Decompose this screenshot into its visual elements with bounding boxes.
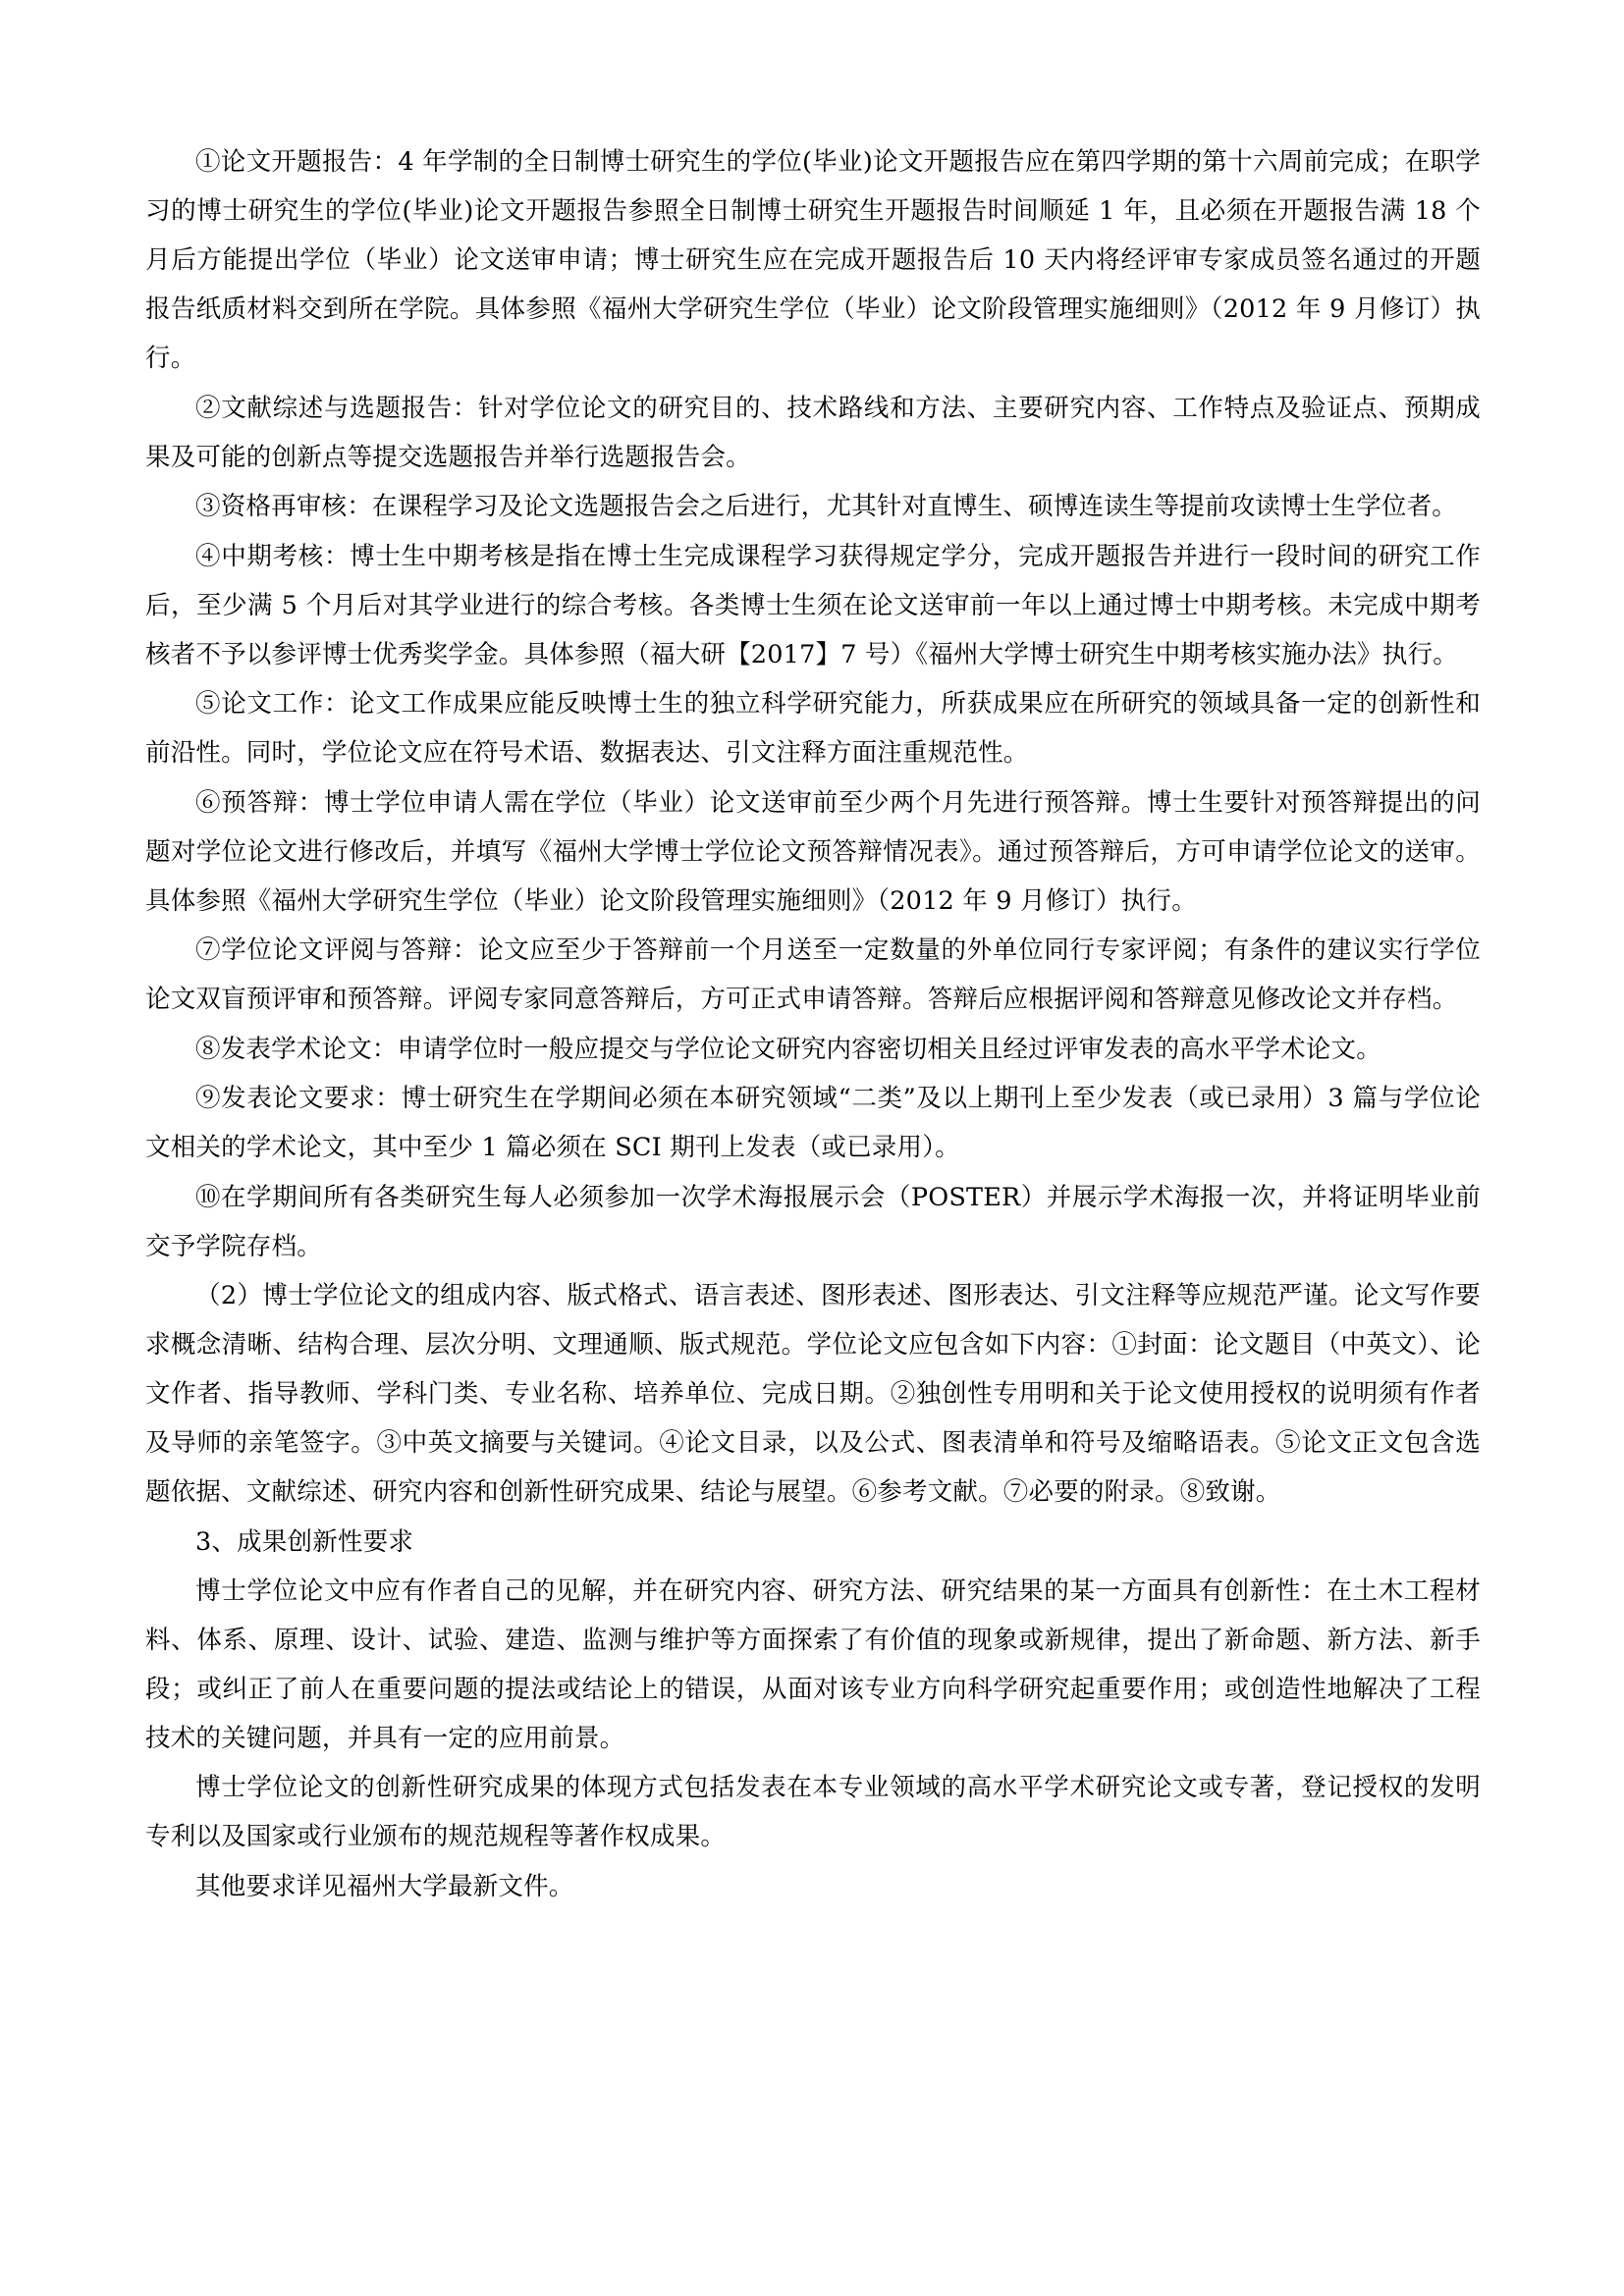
paragraph-innovation-2: 博士学位论文的创新性研究成果的体现方式包括发表在本专业领域的高水平学术研究论文或专著，登记授权的发明专利以及国家或行业颁布的规范规程等著作权成果。 xyxy=(145,1773,1481,1851)
paragraph-item-7-review-and-defense: ⑦学位论文评阅与答辩：论文应至少于答辩前一个月送至一定数量的外单位同行专家评阅；有条件的建议实行学位论文双盲预评审和预答辩。评阅专家同意答辩后，方可正式申请答辩。答辩后应根据评阅和答辩意见修改论文并存档。 xyxy=(145,935,1481,1014)
paragraph-item-6-pre-defense: ⑥预答辩：博士学位申请人需在学位（毕业）论文送审前至少两个月先进行预答辩。博士生要针对预答辩提出的问题对学位论文进行修改后，并填写《福州大学博士学位论文预答辩情况表》。通过预答辩后，方可申请学位论文的送审。具体参照《福州大学研究生学位（毕业）论文阶段管理实施细则》（2012 年 9 月修订）执行。 xyxy=(145,787,1481,916)
paragraph-item-5-thesis-work: ⑤论文工作：论文工作成果应能反映博士生的独立科学研究能力，所获成果应在所研究的领域具备一定的创新性和前沿性。同时，学位论文应在符号术语、数据表达、引文注释方面注重规范性。 xyxy=(145,689,1481,768)
paragraph-closing-note: 其他要求详见福州大学最新文件。 xyxy=(195,1871,574,1901)
paragraph-item-9-publication-requirements: ⑨发表论文要求：博士研究生在学期间必须在本研究领域“二类”及以上期刊上至少发表（或已录用）3 篇与学位论文相关的学术论文，其中至少 1 篇必须在 SCI 期刊上发表（或已录用）。 xyxy=(145,1084,1481,1162)
paragraph-innovation-1: 博士学位论文中应有作者自己的见解，并在研究内容、研究方法、研究结果的某一方面具有创新性：在土木工程材料、体系、原理、设计、试验、建造、监测与维护等方面探索了有价值的现象或新规律，提出了新命题、新方法、新手段；或纠正了前人在重要问题的提法或结论上的错误，从面对该专业方向科学研究起重要作用；或创造性地解决了工程技术的关键问题，并具有一定的应用前景。 xyxy=(145,1575,1481,1753)
paragraph-item-4-midterm-assessment: ④中期考核：博士生中期考核是指在博士生完成课程学习获得规定学分，完成开题报告并进行一段时间的研究工作后，至少满 5 个月后对其学业进行的综合考核。各类博士生须在论文送审前一年以上通过博士中期考核。未完成中期考核者不予以参评博士优秀奖学金。具体参照（福大研【2017】7 号）《福州大学博士研究生中期考核实施办法》执行。 xyxy=(145,541,1481,669)
paragraph-item-1-thesis-proposal: ①论文开题报告：4 年学制的全日制博士研究生的学位(毕业)论文开题报告应在第四学期的第十六周前完成；在职学习的博士研究生的学位(毕业)论文开题报告参照全日制博士研究生开题报告时间顺延 1 年，且必须在开题报告满 18 个月后方能提出学位（毕业）论文送审申请；博士研究生应在完成开题报告后 10 天内将经评审专家成员签名通过的开题报告纸质材料交到所在学院。具体参照《福州大学研究生学位（毕业）论文阶段管理实施细则》（2012 年 9 月修订）执行。 xyxy=(145,147,1481,373)
section-heading-innovation-requirements: 3、成果创新性要求 xyxy=(195,1526,414,1557)
paragraph-item-8-publish-papers: ⑧发表学术论文：申请学位时一般应提交与学位论文研究内容密切相关且经过评审发表的高水平学术论文。 xyxy=(195,1034,1381,1064)
paragraph-item-2-thesis-composition: （2）博士学位论文的组成内容、版式格式、语言表述、图形表述、图形表达、引文注释等应规范严谨。论文写作要求概念清晰、结构合理、层次分明、文理通顺、版式规范。学位论文应包含如下内容：①封面：论文题目（中英文）、论文作者、指导教师、学科门类、专业名称、培养单位、完成日期。②独创性专用明和关于论文使用授权的说明须有作者及导师的亲笔签字。③中英文摘要与关键词。④论文目录，以及公式、图表清单和符号及缩略语表。⑤论文正文包含选题依据、文献综述、研究内容和创新性研究成果、结论与展望。⑥参考文献。⑦必要的附录。⑧致谢。 xyxy=(145,1281,1481,1507)
document-body xyxy=(145,137,1481,1911)
paragraph-item-10-poster-session: ⑩在学期间所有各类研究生每人必须参加一次学术海报展示会（POSTER）并展示学术海报一次，并将证明毕业前交予学院存档。 xyxy=(145,1182,1481,1261)
paragraph-item-2-literature-review: ②文献综述与选题报告：针对学位论文的研究目的、技术路线和方法、主要研究内容、工作特点及验证点、预期成果及可能的创新点等提交选题报告并举行选题报告会。 xyxy=(145,393,1481,472)
paragraph-item-3-qualification-review: ③资格再审核：在课程学习及论文选题报告会之后进行，尤其针对直博生、硕博连读生等提前攻读博士生学位者。 xyxy=(195,492,1458,521)
